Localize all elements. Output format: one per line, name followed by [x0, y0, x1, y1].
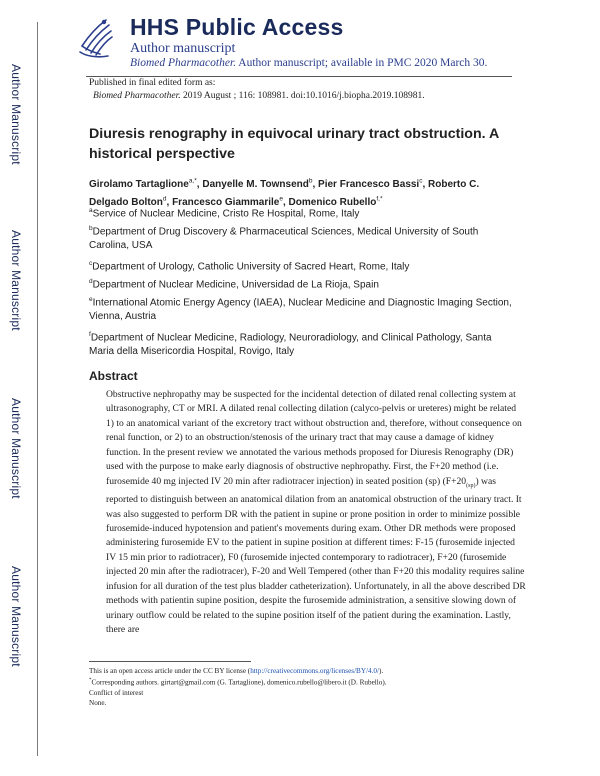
author-name: Domenico Rubello: [288, 196, 377, 208]
citation-journal-name: Biomed Pharmacother.: [93, 91, 181, 101]
sidebar-label-text: Author Manuscript: [9, 64, 23, 165]
affiliation-marker: b: [89, 225, 93, 232]
license-link[interactable]: http://creativecommons.org/licenses/BY/4.0/: [250, 667, 380, 675]
author-separator: ,: [166, 196, 173, 208]
author: [318, 179, 428, 190]
affiliation-text: Department of Urology, Catholic University of Sacred Heart, Rome, Italy: [92, 261, 410, 273]
published-in-label: Published in final edited form as:: [89, 78, 216, 88]
author: [89, 179, 202, 190]
header-availability: Author manuscript; available in PMC 2020 March 30.: [236, 57, 488, 69]
sidebar-label-text: Author Manuscript: [9, 566, 23, 667]
citation-details: 2019 August ; 116: 108981. doi:10.1016/j.biopha.2019.108981.: [180, 91, 425, 101]
author-name: Roberto C. Delgado Bolton: [89, 179, 480, 208]
affiliation: [89, 257, 517, 274]
abstract-heading: Abstract: [89, 369, 138, 383]
corresponding-footnote: [89, 678, 387, 686]
footnote-divider: [89, 661, 251, 662]
header-subtitle: Author manuscript: [130, 41, 236, 56]
abstract-text: [106, 388, 526, 638]
sidebar-label-text: Author Manuscript: [9, 398, 23, 499]
sidebar-divider: [37, 22, 38, 756]
sidebar-label-author-manuscript: [8, 566, 24, 667]
author-name: Girolamo Tartaglione: [89, 179, 189, 191]
author-name: Danyelle M. Townsend: [202, 179, 309, 191]
author-affiliation-marker: c: [419, 178, 423, 185]
author: [202, 179, 318, 190]
sidebar-label-author-manuscript: [8, 398, 24, 499]
author-affiliation-marker: e: [279, 195, 283, 203]
affiliation-text: Department of Drug Discovery & Pharmaceutical Sciences, Medical University of South Carolina, USA: [89, 226, 479, 252]
sidebar-label-author-manuscript: [8, 64, 24, 165]
sidebar-label-text: Author Manuscript: [9, 230, 23, 331]
author-affiliation-marker: f,*: [376, 195, 383, 203]
abstract-text-part: ) was reported to distinguish between an anatomical dilation from an anatomical obstruction of the urinary tract. It was also suggested to perform DR with the patient in supine or prone position in order to minimize possible furosemide-induced hypotension and patient's movements during exam. Other DR methods were proposed administering furosemide EV to the patient in supine position at different times: F-15 (furosemide injected IV 15 min prior to radiotracer), F0 (furosemide injected contemporary to radiotracer), F+20 (furosemide injected 20 min after the radiotracer), F-20 and Well Tempered (other than F+20 this modality requires saline infusion for all duration of the test plus bladder catheterization). Unfortunately, in all the above described DR methods with patientin supine position, despite the furosemide administration, a sensitive slowing down of urinary outflow could be related to the supine position itself of the patient during the examination. Lastly, there are: [106, 475, 526, 636]
affiliation: [89, 293, 517, 324]
affiliation-text: Department of Nuclear Medicine, Radiology, Neuroradiology, and Clinical Pathology, Santa Maria della Misericordia Hospital, Rovigo, Italy: [89, 332, 492, 358]
abstract-subscript: (sp): [466, 482, 476, 489]
article-title: Diuresis renography in equivocal urinary tract obstruction. A historical perspective: [89, 126, 499, 162]
sidebar-label-author-manuscript: [8, 230, 24, 331]
author-affiliation-marker: d: [162, 195, 167, 203]
author-name: Francesco Giammarile: [172, 196, 280, 208]
conflict-label: Conflict of interest: [89, 689, 144, 697]
author-affiliation-marker: b: [308, 178, 313, 185]
author-name: Pier Francesco Bassi: [318, 179, 420, 191]
conflict-value: None.: [89, 699, 107, 707]
license-footnote: [89, 667, 383, 675]
author-separator: ,: [312, 179, 319, 191]
corresponding-marker: *: [89, 678, 92, 683]
corresponding-text: Corresponding authors. girtart@gmail.com (G. Tartaglione), domenico.rubello@libero.it (D. Rubello).: [91, 678, 387, 687]
hhs-eagle-logo-icon: [76, 16, 114, 60]
affiliation-text: International Atomic Energy Agency (IAEA), Nuclear Medicine and Diagnostic Imaging Section, Vienna, Austria: [89, 297, 512, 323]
header-journal-name: Biomed Pharmacother.: [130, 57, 237, 69]
affiliation-marker: f: [89, 331, 91, 338]
affiliation-marker: e: [89, 296, 93, 303]
abstract-text-part: Obstructive nephropathy may be suspected for the incidental detection of dilated renal collecting system at ultrasonography, CT or MRI. A dilated renal collecting dilation (calyco-pelvis or ureteres) might be related 1) to an anatomical variant of the excretory tract without obstruction and, therefore, without consequence on renal function, or 2) to an obstruction/stenosis of the urinary tract that may cause a damage of kidney function. In the present review we annotated the various methods proposed for Diuresis Renography (DR) used with the purpose to make early diagnosis of obstructive nephropathy. First, the F+20 method (i.e. furosemide 40 mg injected IV 20 min after radiotracer injection) in seated position (sp) (F+20: [106, 389, 522, 487]
author-separator: ,: [422, 179, 429, 191]
affiliation-text: Service of Nuclear Medicine, Cristo Re Hospital, Rome, Italy: [92, 208, 360, 220]
affiliation: [89, 204, 517, 221]
affiliation: [89, 328, 517, 359]
affiliation: [89, 222, 517, 253]
author-separator: ,: [196, 179, 203, 191]
author-affiliation-marker: a,*: [188, 178, 197, 185]
affiliation-marker: a: [89, 207, 93, 214]
header-title: HHS Public Access: [130, 14, 344, 40]
author-separator: ,: [282, 196, 289, 208]
affiliation-marker: c: [89, 260, 93, 267]
license-prefix: This is an open access article under the CC BY license (: [89, 667, 251, 675]
affiliation: [89, 275, 517, 292]
affiliation-marker: d: [89, 278, 93, 285]
header-divider: [86, 76, 512, 77]
affiliation-text: Department of Nuclear Medicine, Universidad de La Rioja, Spain: [92, 279, 379, 291]
publication-citation: [93, 91, 425, 101]
header-journal-note: [130, 57, 487, 69]
license-suffix: ).: [379, 667, 384, 675]
